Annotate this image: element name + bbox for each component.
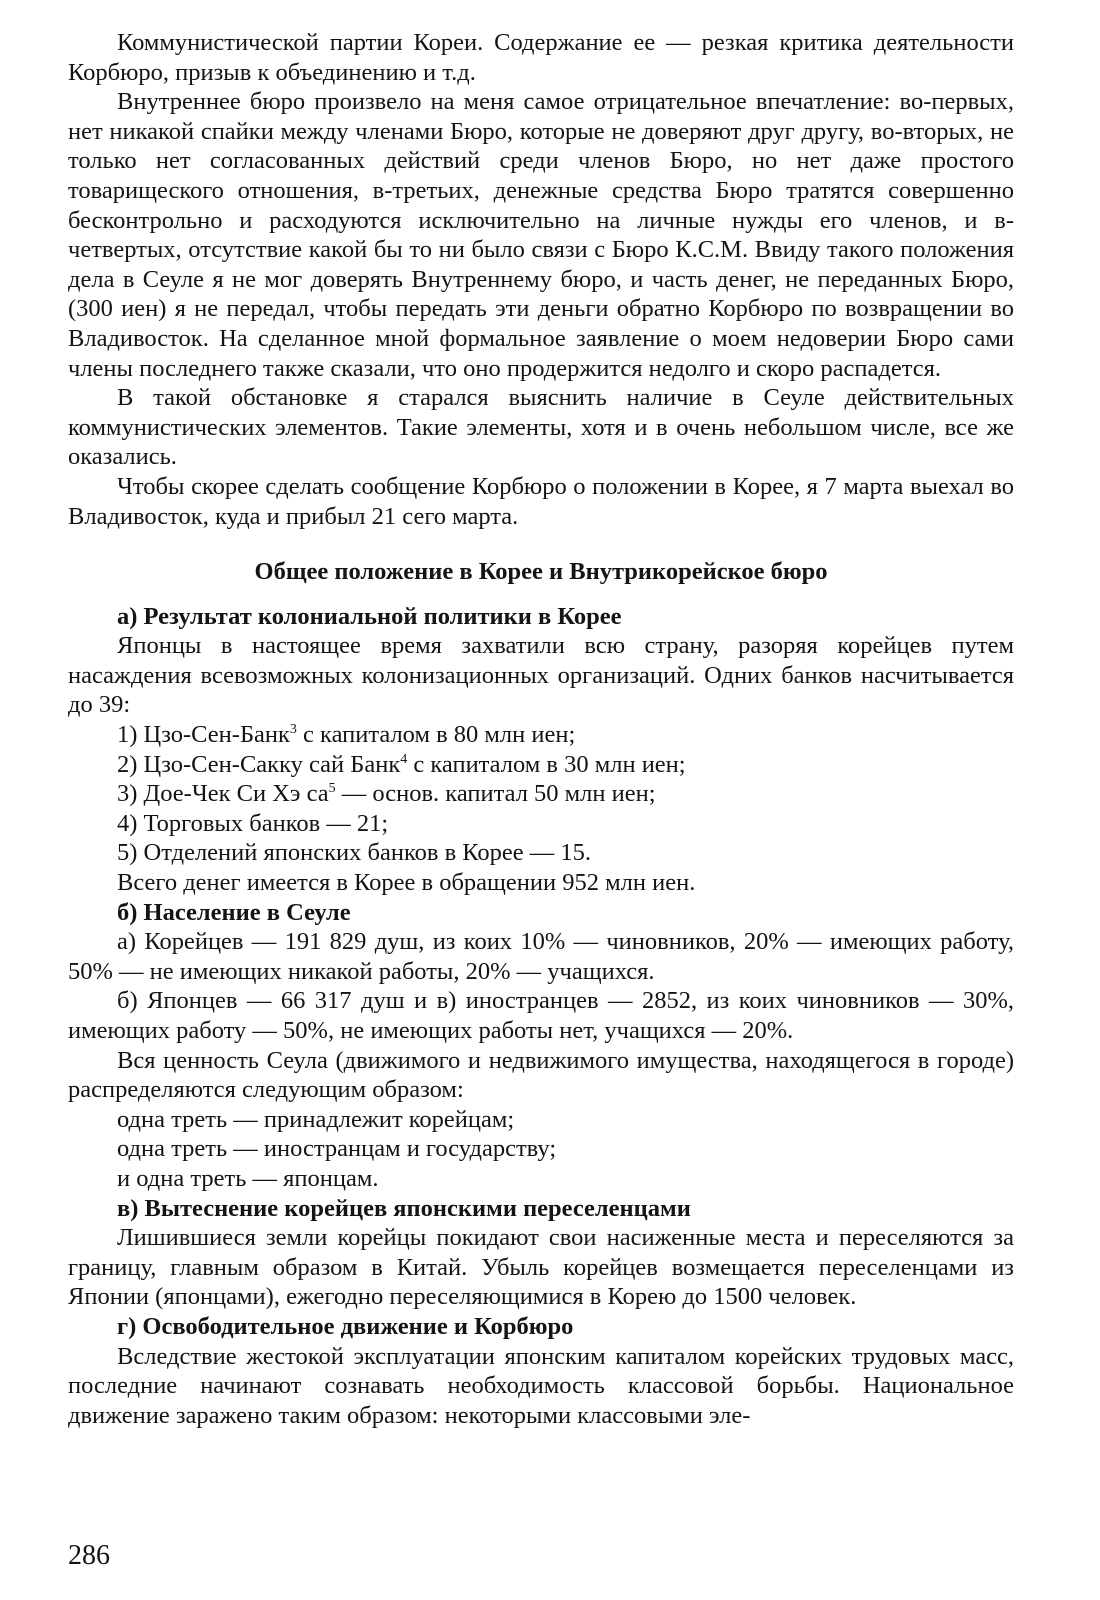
paragraph-1: Коммунистической партии Кореи. Содержание ее — резкая критика деятельности Корбюро, призыв к объединению и т.д. (68, 29, 1014, 86)
subheading-d: г) Освободительное движение и Корбюро (117, 1312, 574, 1340)
bank-item: 3) Дое-Чек Си Хэ $са^5$ — основ. капитал 50 млн иен; (117, 780, 656, 808)
subheading-a: а) Результат колониальной политики в Корее (117, 602, 622, 630)
paragraph-2: Внутреннее бюро произвело на меня самое отрицательное впечатление: во-первых, нет никакой спайки между членами Бюро, которые не доверяют друг другу, во-вторых, не только нет согласованных действий среди членов Бюро, но нет даже простого товарищеского отношения, в-третьих, денежные средства Бюро тратятся совершенно бесконтрольно и расходуются исключительно на личные нужды его членов, и в-четвертых, отсутствие какой бы то ни было связи с Бюро К.С.М. Ввиду такого положения дела в Сеуле я не мог доверять Внутреннему бюро, и часть денег, не переданных Бюро, (300 иен) я не передал, чтобы передать эти деньги обратно Корбюро по возвращении во Владивосток. На сделанное мной формальное заявление о моем недоверии Бюро сами члены последнего также сказали, что оно продержится недолго и скоро распадется. (68, 88, 1014, 382)
page-body (68, 28, 1014, 1430)
value-distribution-intro: Вся ценность Сеула (движимого и недвижимого имущества, находящегося в городе) распределяются следующим образом: (68, 1046, 1014, 1104)
japanese-population: б) Японцев — 66 317 душ и в) иностранцев — 2852, из коих чиновников — 30%, имеющих работу — 50%, не имеющих работы нет, учащихся — 20%. (68, 987, 1014, 1044)
bank-item: 5) Отделений японских банков в Корее — 15. (117, 839, 592, 867)
section-title: Общее положение в Корее и Внутрикорейское бюро (254, 558, 828, 586)
money-total: Всего денег имеется в Корее в обращении 952 млн иен. (117, 869, 696, 897)
subheading-b: б) Население в Сеуле (117, 898, 351, 926)
displacement-text: Лишившиеся земли корейцы покидают свои насиженные места и переселяются за границу, главным образом в Китай. Убыль корейцев возмещается переселенцами из Японии (японцами), ежегодно переселяющимися в Корею до 1500 человек. (68, 1224, 1014, 1311)
share-item: одна треть — иностранцам и государству; (117, 1135, 557, 1163)
colonial-policy-text: Японцы в настоящее время захватили всю страну, разоряя корейцев путем насаждения всевозможных колонизационных организаций. Одних банков насчитывается до 39: (68, 632, 1014, 719)
share-item: и одна треть — японцам. (117, 1164, 379, 1192)
paragraph-4: Чтобы скорее сделать сообщение Корбюро о положении в Корее, я 7 марта выехал во Владивосток, куда и прибыл 21 сего марта. (68, 472, 1014, 530)
subheading-c: в) Вытеснение корейцев японскими переселенцами (117, 1194, 691, 1222)
share-item: одна треть — принадлежит корейцам; (117, 1105, 515, 1133)
bank-item: 2) Цзо-Сен-Сакку сай Банк$^4$ с капиталом в 30 млн иен; (117, 750, 686, 778)
page-number: 286 (68, 1540, 110, 1571)
korean-population: а) Корейцев — 191 829 душ, из коих 10% — чиновников, 20% — имеющих работу, 50% — не имеющих никакой работы, 20% — учащихся. (68, 928, 1014, 985)
liberation-movement-text: Вследствие жестокой эксплуатации японским капиталом корейских трудовых масс, последние начинают сознавать необходимость классовой борьбы. Национальное движение заражено таким образом: некоторыми классовыми эле- (68, 1342, 1014, 1429)
bank-item: 4) Торговых банков — 21; (117, 809, 389, 837)
banks-list (68, 720, 1014, 868)
bank-item: 1) Цзо-Сен-Банк$^3$ с капиталом в 80 млн иен; (117, 721, 576, 749)
paragraph-3: В такой обстановке я старался выяснить наличие в Сеуле действительных коммунистических элементов. Такие элементы, хотя и в очень небольшом числе, все же оказались. (68, 384, 1014, 471)
